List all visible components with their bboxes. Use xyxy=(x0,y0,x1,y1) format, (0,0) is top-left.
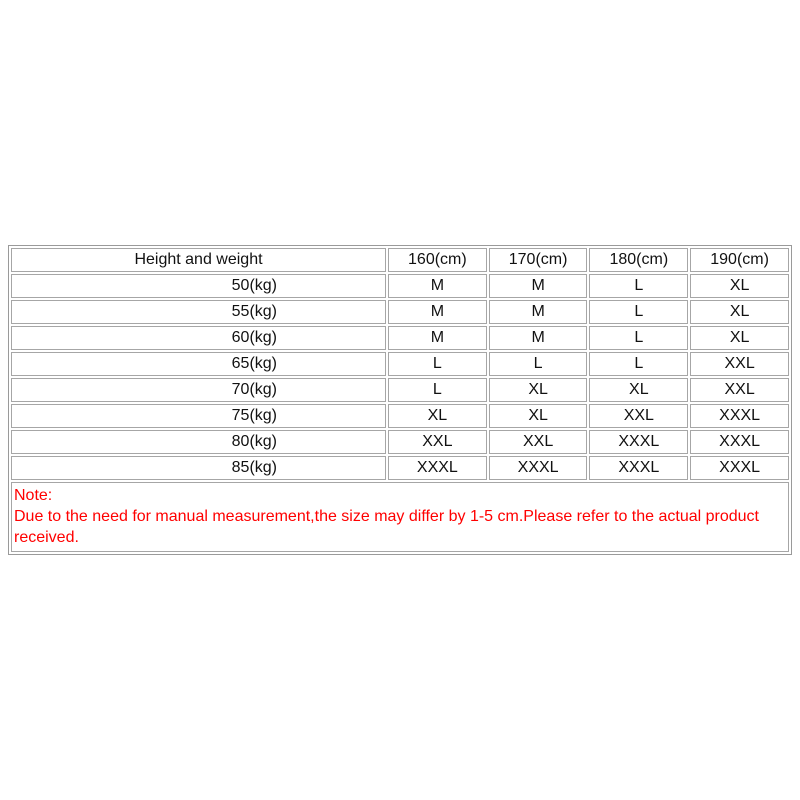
size-cell: XL xyxy=(489,404,588,428)
table-row xyxy=(11,456,789,480)
size-cell: XXXL xyxy=(489,456,588,480)
size-cell: M xyxy=(388,300,487,324)
size-cell: XL xyxy=(690,274,789,298)
size-cell: XXL xyxy=(388,430,487,454)
table-row xyxy=(11,378,789,402)
size-cell: L xyxy=(388,378,487,402)
size-cell: L xyxy=(589,352,688,376)
size-cell: L xyxy=(589,326,688,350)
size-cell: XXL xyxy=(690,352,789,376)
table-row xyxy=(11,404,789,428)
weight-label: 65(kg) xyxy=(11,352,386,376)
weight-label: 75(kg) xyxy=(11,404,386,428)
size-cell: L xyxy=(388,352,487,376)
size-cell: M xyxy=(489,274,588,298)
size-cell: M xyxy=(388,326,487,350)
size-cell: XXXL xyxy=(589,456,688,480)
size-cell: XL xyxy=(690,326,789,350)
size-cell: XL xyxy=(489,378,588,402)
table-header-row xyxy=(11,248,789,272)
size-cell: XXXL xyxy=(589,430,688,454)
weight-label: 55(kg) xyxy=(11,300,386,324)
table-row xyxy=(11,326,789,350)
table-row xyxy=(11,274,789,298)
note-title: Note: xyxy=(14,487,53,504)
size-cell: XL xyxy=(388,404,487,428)
weight-label: 85(kg) xyxy=(11,456,386,480)
header-row-label: Height and weight xyxy=(11,248,386,272)
size-cell: XXL xyxy=(690,378,789,402)
size-cell: XXXL xyxy=(690,456,789,480)
size-cell: XL xyxy=(690,300,789,324)
size-cell: XXXL xyxy=(690,430,789,454)
size-cell: M xyxy=(388,274,487,298)
weight-label: 80(kg) xyxy=(11,430,386,454)
weight-label: 60(kg) xyxy=(11,326,386,350)
size-cell: XXXL xyxy=(690,404,789,428)
note-cell xyxy=(11,482,789,552)
note-text: Due to the need for manual measurement,the size may differ by 1-5 cm.Please refer to the actual product received. xyxy=(14,508,759,546)
header-height-180: 180(cm) xyxy=(589,248,688,272)
table-row xyxy=(11,300,789,324)
size-cell: L xyxy=(589,274,688,298)
size-cell: L xyxy=(589,300,688,324)
size-cell: XXL xyxy=(589,404,688,428)
size-cell: XL xyxy=(589,378,688,402)
header-height-190: 190(cm) xyxy=(690,248,789,272)
table-row xyxy=(11,430,789,454)
table-row xyxy=(11,352,789,376)
header-height-170: 170(cm) xyxy=(489,248,588,272)
size-cell: M xyxy=(489,326,588,350)
note-row xyxy=(11,482,789,552)
weight-label: 50(kg) xyxy=(11,274,386,298)
size-cell: XXXL xyxy=(388,456,487,480)
header-height-160: 160(cm) xyxy=(388,248,487,272)
size-cell: L xyxy=(489,352,588,376)
size-cell: XXL xyxy=(489,430,588,454)
weight-label: 70(kg) xyxy=(11,378,386,402)
size-cell: M xyxy=(489,300,588,324)
size-chart-table xyxy=(8,245,792,555)
